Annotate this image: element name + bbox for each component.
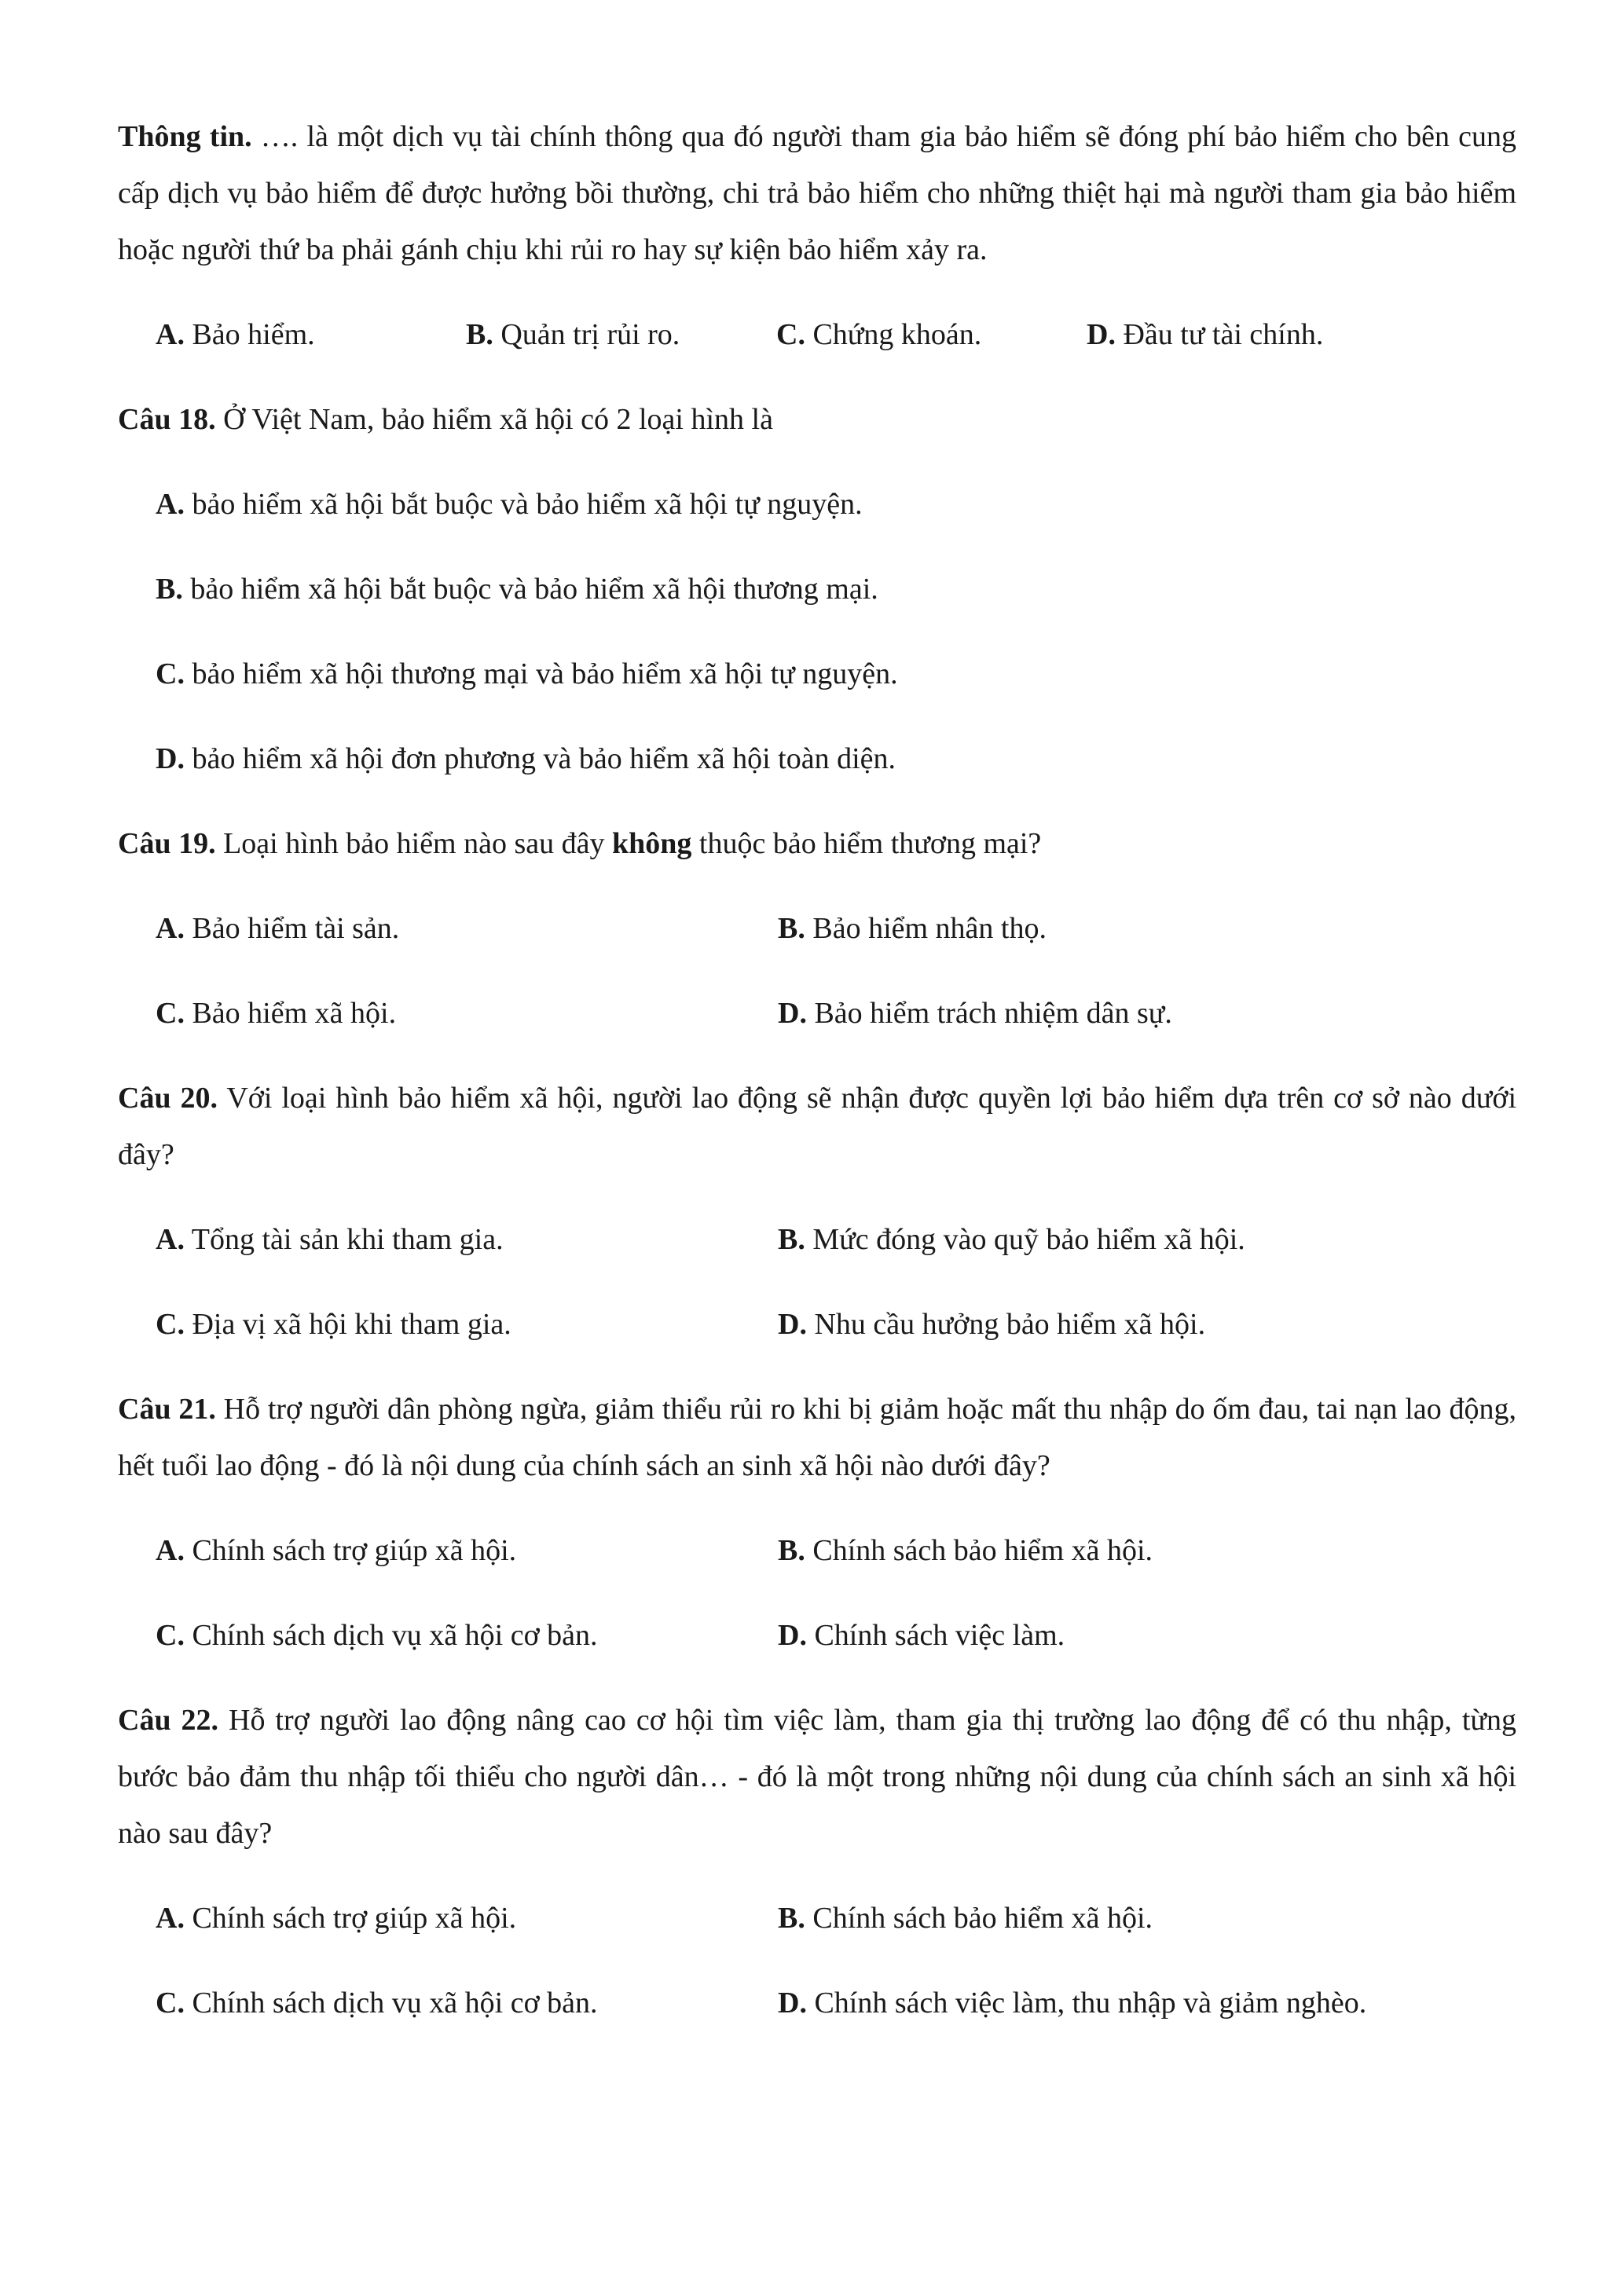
info-text: …. là một dịch vụ tài chính thông qua đó người tham gia bảo hiểm sẽ đóng phí bảo hiểm cho bên cung cấp dịch vụ bảo hiểm để được hưởng bồi thường, chi trả bảo hiểm cho những thiệt hại mà người tham gia bảo hiểm hoặc người thứ ba phải gánh chịu khi rủi ro hay sự kiện bảo hiểm xảy ra. [118, 120, 1516, 266]
option-c[interactable]: C. bảo hiểm xã hội thương mại và bảo hiểm xã hội tự nguyện. [156, 657, 898, 690]
question-label: Câu 21. [118, 1393, 216, 1426]
option-c[interactable]: C. Địa vị xã hội khi tham gia. [156, 1308, 511, 1341]
question-21 [118, 1381, 1516, 1494]
option-a[interactable]: A. Chính sách trợ giúp xã hội. [156, 1902, 517, 1935]
option-d[interactable]: D. Đầu tư tài chính. [1087, 318, 1324, 351]
option-b[interactable]: B. Chính sách bảo hiểm xã hội. [778, 1534, 1153, 1567]
question-18-options [156, 476, 1516, 787]
option-d[interactable]: D. Bảo hiểm trách nhiệm dân sự. [778, 997, 1172, 1030]
option-d[interactable]: D. Chính sách việc làm, thu nhập và giảm nghèo. [778, 1987, 1367, 2020]
question-20-options [156, 1211, 1516, 1353]
question-19-options [156, 900, 1516, 1042]
option-a[interactable]: A. Bảo hiểm tài sản. [156, 912, 400, 945]
info-label: Thông tin. [118, 120, 252, 153]
option-c[interactable]: C. Chính sách dịch vụ xã hội cơ bản. [156, 1987, 598, 2020]
question-20 [118, 1070, 1516, 1183]
info-paragraph [118, 108, 1516, 278]
question-text: Ở Việt Nam, bảo hiểm xã hội có 2 loại hình là [215, 403, 773, 436]
option-row [156, 306, 1516, 363]
question-text: Hỗ trợ người dân phòng ngừa, giảm thiểu rủi ro khi bị giảm hoặc mất thu nhập do ốm đau, tai nạn lao động, hết tuổi lao động - đó là nội dung của chính sách an sinh xã hội nào dưới đây? [118, 1393, 1516, 1482]
question-18 [118, 391, 1516, 448]
option-b[interactable]: B. Chính sách bảo hiểm xã hội. [778, 1902, 1153, 1935]
question-22-options [156, 1890, 1516, 2031]
option-d[interactable]: D. bảo hiểm xã hội đơn phương và bảo hiểm xã hội toàn diện. [156, 742, 896, 775]
question-21-options [156, 1522, 1516, 1664]
question-22 [118, 1692, 1516, 1862]
question-label: Câu 19. [118, 827, 216, 860]
question-text: Với loại hình bảo hiểm xã hội, người lao động sẽ nhận được quyền lợi bảo hiểm dựa trên cơ sở nào dưới đây? [118, 1082, 1517, 1171]
option-d[interactable]: D. Chính sách việc làm. [778, 1619, 1065, 1652]
option-d[interactable]: D. Nhu cầu hưởng bảo hiểm xã hội. [778, 1308, 1206, 1341]
question-label: Câu 22. [118, 1704, 219, 1737]
option-c[interactable]: C. Chứng khoán. [776, 318, 982, 351]
question-19: Câu 19. Loại hình bảo hiểm nào sau đây không thuộc bảo hiểm thương mại? [118, 827, 1042, 860]
option-b[interactable]: B. bảo hiểm xã hội bắt buộc và bảo hiểm xã hội thương mại. [156, 573, 878, 606]
option-a[interactable]: A. bảo hiểm xã hội bắt buộc và bảo hiểm xã hội tự nguyện. [156, 488, 863, 521]
question-label: Câu 18. [118, 403, 216, 436]
option-a[interactable]: A. Bảo hiểm. [156, 318, 315, 351]
option-c[interactable]: C. Chính sách dịch vụ xã hội cơ bản. [156, 1619, 598, 1652]
option-a[interactable]: A. Tổng tài sản khi tham gia. [156, 1223, 504, 1256]
option-c[interactable]: C. Bảo hiểm xã hội. [156, 997, 397, 1030]
option-b[interactable]: B. Mức đóng vào quỹ bảo hiểm xã hội. [778, 1223, 1245, 1256]
option-b[interactable]: B. Quản trị rủi ro. [466, 318, 680, 351]
option-a[interactable]: A. Chính sách trợ giúp xã hội. [156, 1534, 517, 1567]
question-label: Câu 20. [118, 1082, 218, 1115]
emphasis-not: không [612, 827, 692, 860]
option-b[interactable]: B. Bảo hiểm nhân thọ. [778, 912, 1047, 945]
question-text: Hỗ trợ người lao động nâng cao cơ hội tìm việc làm, tham gia thị trường lao động để có thu nhập, từng bước bảo đảm thu nhập tối thiểu cho người dân… - đó là một trong những nội dung của chính sách an sinh xã hội nào sau đây? [118, 1704, 1516, 1850]
info-options [156, 306, 1516, 363]
document-content [118, 108, 1516, 2060]
